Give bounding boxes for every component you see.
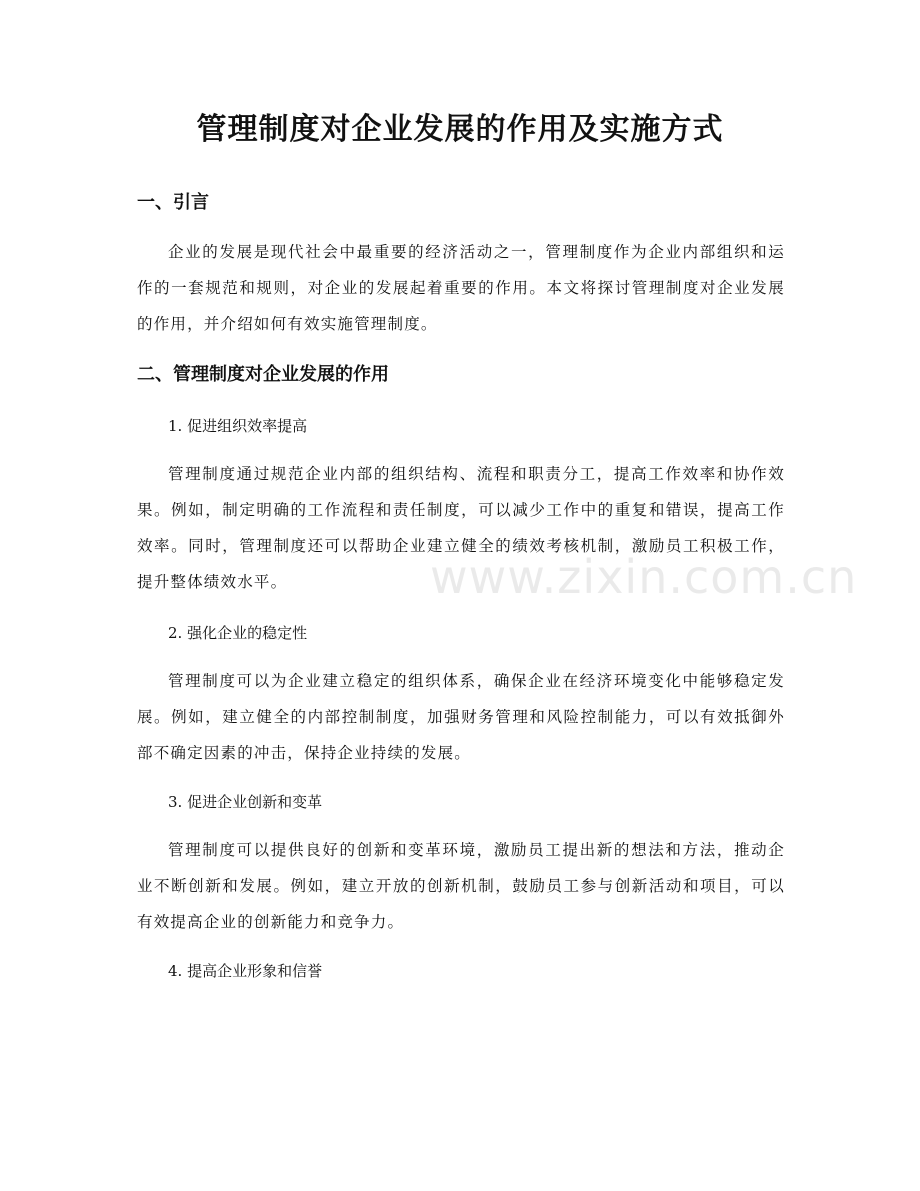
subsection-heading-innovation: 3. 促进企业创新和变革 (168, 793, 323, 811)
section-heading-roles: 二、管理制度对企业发展的作用 (137, 364, 389, 385)
subsection-heading-efficiency: 1. 促进组织效率提高 (168, 417, 308, 435)
subsection-heading-stability: 2. 强化企业的稳定性 (168, 624, 308, 642)
stability-paragraph: 管理制度可以为企业建立稳定的组织体系，确保企业在经济环境变化中能够稳定发展。例如，建立健全的内部控制制度，加强财务管理和风险控制能力，可以有效抵御外部不确定因素的冲击，保持企业持续的发展。 (137, 672, 785, 762)
introduction-paragraph: 企业的发展是现代社会中最重要的经济活动之一，管理制度作为企业内部组织和运作的一套规范和规则，对企业的发展起着重要的作用。本文将探讨管理制度对企业发展的作用，并介绍如何有效实施管理制度。 (137, 243, 785, 333)
document-title: 管理制度对企业发展的作用及实施方式 (196, 112, 724, 147)
subsection-heading-reputation: 4. 提高企业形象和信誉 (168, 962, 323, 980)
section-heading-introduction: 一、引言 (137, 192, 209, 213)
innovation-paragraph: 管理制度可以提供良好的创新和变革环境，激励员工提出新的想法和方法，推动企业不断创新和发展。例如，建立开放的创新机制，鼓励员工参与创新活动和项目，可以有效提高企业的创新能力和竞争力。 (137, 841, 785, 931)
watermark-text: www.zixin.com.cn (430, 550, 858, 604)
efficiency-paragraph: 管理制度通过规范企业内部的组织结构、流程和职责分工，提高工作效率和协作效果。例如，制定明确的工作流程和责任制度，可以减少工作中的重复和错误，提高工作效率。同时，管理制度还可以帮助企业建立健全的绩效考核机制，激励员工积极工作，提升整体绩效水平。 (137, 465, 785, 591)
